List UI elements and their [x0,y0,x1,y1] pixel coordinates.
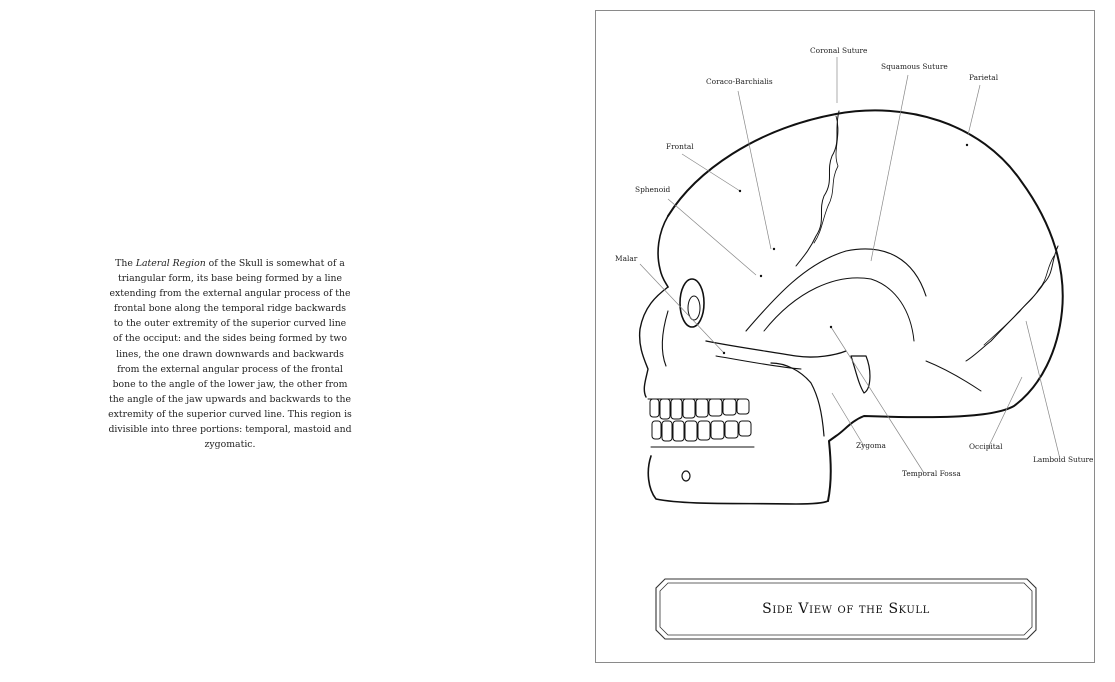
label-malar: Malar [615,254,638,263]
label-zygoma: Zygoma [856,441,886,450]
label-sphenoid: Sphenoid [635,185,671,194]
label-coraco-barchialis: Coraco-Barchialis [706,77,773,86]
face-outline [640,287,668,397]
label-parietal: Parietal [969,73,999,82]
zygoma-process [851,356,870,393]
caption-title: Side View of the Skull [762,601,930,617]
label-occipital: Occipital [969,442,1003,451]
skull-illustration [596,11,1096,664]
zygomatic-arch [706,341,846,357]
forehead-outline [658,216,668,287]
plate-caption [655,578,1037,640]
nasal-cavity [662,311,668,366]
leader-lines [640,57,1060,473]
lateral-region-description [108,256,352,452]
occipital-ridge [926,361,981,391]
skull-plate [595,10,1095,663]
label-frontal: Frontal [666,142,694,151]
mandible-outline [648,456,828,504]
mandible-ramus [771,363,824,436]
label-squamous-suture: Squamous Suture [881,62,948,71]
description-body: of the Skull is somewhat of a triangular form, its base being formed by a line extending from the external angular process of the frontal bone along the temporal ridge backwards to the outer extremity of the superior curved line of the occiput: and the sides being formed by two lines, the one drawn downwards and backwards from the external angular process of the frontal bone to the angle of the lower jaw, the other from the angle of the jaw upwards and backwards to the extremity of the superior curved line. This region is divisible into three portions: temporal, mastoid and zygomatic. [108,258,352,451]
lamboid-suture [966,246,1058,361]
temporal-ridge [746,249,926,331]
marker-dots [723,144,968,354]
upper-teeth [648,399,749,419]
label-lamboid-suture: Lamboid Suture [1033,455,1094,464]
label-coronal-suture: Coronal Suture [810,46,868,55]
lower-teeth [651,421,754,447]
description-emphasis: Lateral Region [135,258,206,269]
mental-foramen [682,471,690,481]
description-prefix: The [115,258,136,269]
label-temporal-fossa: Temporal Fossa [902,469,961,478]
